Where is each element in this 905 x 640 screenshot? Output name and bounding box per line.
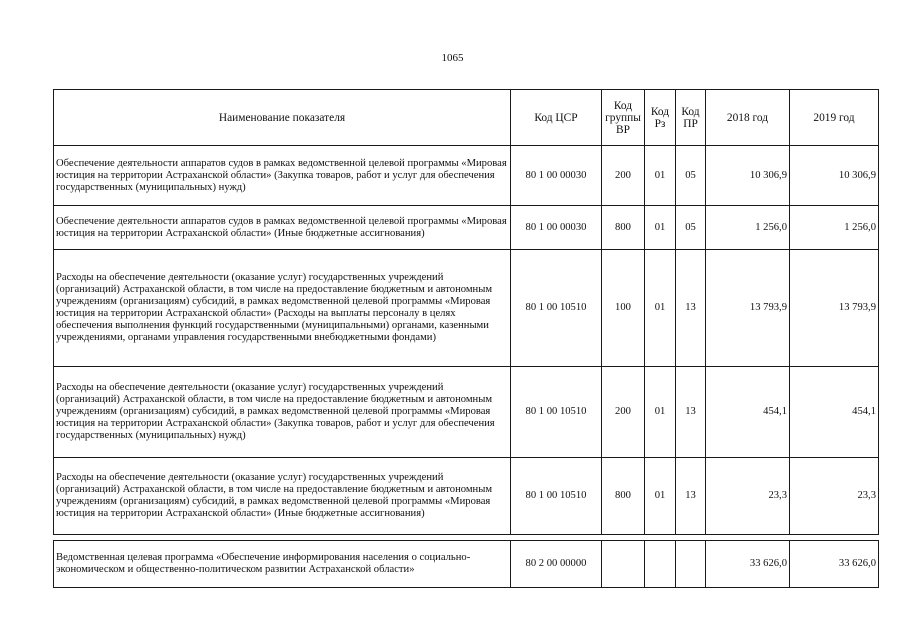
header-name: Наименование показателя	[54, 90, 511, 146]
table-row	[54, 367, 879, 458]
row-rz	[645, 541, 676, 588]
row-pr: 13	[676, 458, 706, 535]
header-2018: 2018 год	[706, 90, 790, 146]
row-pr: 13	[676, 367, 706, 458]
header-rz: Код Рз	[645, 90, 676, 146]
row-pr	[676, 541, 706, 588]
row-name: Расходы на обеспечение деятельности (оказание услуг) государственных учреждений (организаций) Астраханской области, в том числе на предоставление бюджетным и автономным учреждениям (организациям) субсидий, в рамках ведомственной целевой программы «Мировая юстиция на территории Астраханской области» (Расходы на выплаты персоналу в целях обеспечения выполнения функций государственными (муниципальными) органами, казенными учреждениями, органами управления государственными внебюджетными фондами)	[54, 250, 511, 367]
table-row	[54, 458, 879, 535]
row-2019: 23,3	[790, 458, 879, 535]
row-2019: 13 793,9	[790, 250, 879, 367]
row-name: Ведомственная целевая программа «Обеспечение информирования населения о социально-экономическом и общественно-политическом развитии Астраханской области»	[54, 541, 511, 588]
row-2018: 13 793,9	[706, 250, 790, 367]
table-header-row	[54, 90, 879, 146]
row-csr: 80 1 00 10510	[511, 250, 602, 367]
row-vr: 800	[602, 206, 645, 250]
row-rz: 01	[645, 206, 676, 250]
row-2018: 33 626,0	[706, 541, 790, 588]
row-rz: 01	[645, 367, 676, 458]
table-row	[54, 250, 879, 367]
row-name: Расходы на обеспечение деятельности (оказание услуг) государственных учреждений (организаций) Астраханской области, в том числе на предоставление бюджетным и автономным учреждениям (организациям) субсидий, в рамках ведомственной целевой программы «Мировая юстиция на территории Астраханской области» (Закупка товаров, работ и услуг для обеспечения государственных (муниципальных) нужд)	[54, 367, 511, 458]
budget-table	[53, 89, 879, 588]
row-csr: 80 1 00 00030	[511, 146, 602, 206]
row-name: Расходы на обеспечение деятельности (оказание услуг) государственных учреждений (организаций) Астраханской области, в том числе на предоставление бюджетным и автономным учреждениям (организациям) субсидий, в рамках ведомственной целевой программы «Мировая юстиция на территории Астраханской области» (Иные бюджетные ассигнования)	[54, 458, 511, 535]
header-csr: Код ЦСР	[511, 90, 602, 146]
row-rz: 01	[645, 146, 676, 206]
header-vr: Код группы ВР	[602, 90, 645, 146]
row-vr	[602, 541, 645, 588]
table-row	[54, 541, 879, 588]
page-number: 1065	[441, 52, 464, 64]
row-vr: 800	[602, 458, 645, 535]
header-pr: Код ПР	[676, 90, 706, 146]
row-csr: 80 1 00 10510	[511, 367, 602, 458]
row-pr: 05	[676, 146, 706, 206]
row-vr: 200	[602, 367, 645, 458]
row-name: Обеспечение деятельности аппаратов судов в рамках ведомственной целевой программы «Мировая юстиция на территории Астраханской области» (Закупка товаров, работ и услуг для обеспечения государственных (муниципальных) нужд)	[54, 146, 511, 206]
header-2019: 2019 год	[790, 90, 879, 146]
row-2019: 454,1	[790, 367, 879, 458]
row-2018: 23,3	[706, 458, 790, 535]
row-2019: 10 306,9	[790, 146, 879, 206]
row-2018: 1 256,0	[706, 206, 790, 250]
row-2019: 33 626,0	[790, 541, 879, 588]
row-name: Обеспечение деятельности аппаратов судов в рамках ведомственной целевой программы «Мировая юстиция на территории Астраханской области» (Иные бюджетные ассигнования)	[54, 206, 511, 250]
row-csr: 80 1 00 10510	[511, 458, 602, 535]
table-row	[54, 206, 879, 250]
row-rz: 01	[645, 458, 676, 535]
row-csr: 80 1 00 00030	[511, 206, 602, 250]
row-rz: 01	[645, 250, 676, 367]
table-row	[54, 146, 879, 206]
row-2018: 10 306,9	[706, 146, 790, 206]
row-2019: 1 256,0	[790, 206, 879, 250]
row-2018: 454,1	[706, 367, 790, 458]
row-vr: 100	[602, 250, 645, 367]
row-pr: 05	[676, 206, 706, 250]
row-vr: 200	[602, 146, 645, 206]
row-csr: 80 2 00 00000	[511, 541, 602, 588]
row-pr: 13	[676, 250, 706, 367]
